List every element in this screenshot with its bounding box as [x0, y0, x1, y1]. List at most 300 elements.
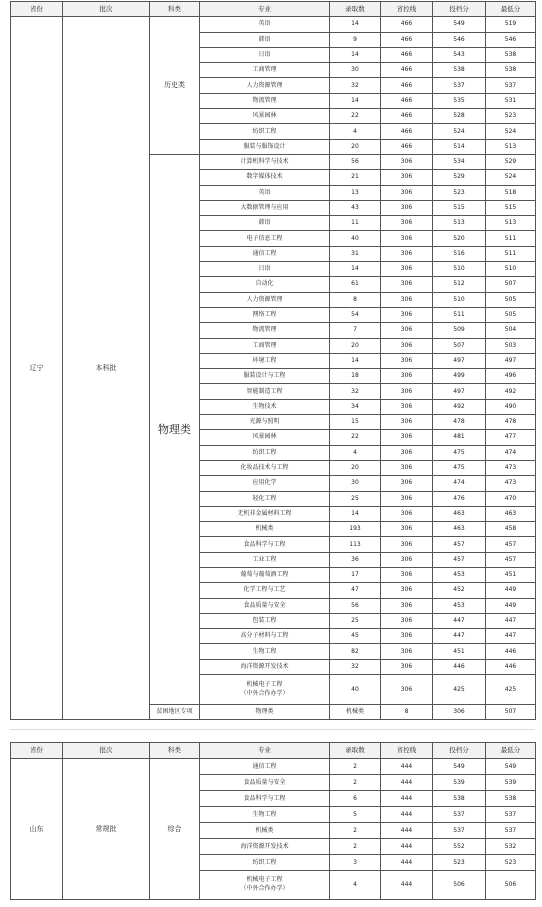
header-batch: 批次	[63, 743, 150, 759]
major-cell	[200, 871, 330, 900]
submit-cell: 475	[433, 445, 486, 460]
submit-cell: 507	[486, 705, 536, 720]
control-cell: 306	[381, 598, 433, 613]
submit-cell: 538	[433, 63, 486, 78]
major-cell: 环境工程	[200, 353, 330, 368]
control-cell: 306	[381, 415, 433, 430]
control-cell: 466	[381, 47, 433, 62]
submit-cell: 538	[433, 791, 486, 807]
submit-cell: 535	[433, 93, 486, 108]
count-cell: 7	[330, 323, 381, 338]
submit-cell: 516	[433, 246, 486, 261]
count-cell: 56	[330, 154, 381, 169]
min-cell: 447	[486, 613, 536, 628]
submit-cell: 513	[433, 216, 486, 231]
count-cell: 2	[330, 759, 381, 775]
major-cell: 韩语	[200, 216, 330, 231]
min-cell: 518	[486, 185, 536, 200]
category-cell: 物理类	[200, 705, 330, 720]
table-row	[11, 17, 536, 32]
submit-cell: 507	[433, 338, 486, 353]
admission-table-liaoning	[10, 1, 536, 720]
submit-cell: 453	[433, 598, 486, 613]
submit-cell: 478	[433, 415, 486, 430]
submit-cell: 514	[433, 139, 486, 154]
count-cell: 45	[330, 629, 381, 644]
min-cell: 519	[486, 17, 536, 32]
control-cell: 306	[381, 369, 433, 384]
major-cell: 服装设计与工程	[200, 369, 330, 384]
control-cell: 306	[381, 537, 433, 552]
min-cell: 506	[486, 871, 536, 900]
control-cell: 466	[381, 78, 433, 93]
count-cell: 20	[330, 139, 381, 154]
min-cell: 538	[486, 47, 536, 62]
submit-cell: 497	[433, 353, 486, 368]
count-cell: 14	[330, 262, 381, 277]
major-cell: 工商管理	[200, 338, 330, 353]
count-cell: 18	[330, 369, 381, 384]
major-cell: 纺织工程	[200, 445, 330, 460]
min-cell: 458	[486, 522, 536, 537]
control-cell: 306	[381, 292, 433, 307]
control-cell: 306	[381, 522, 433, 537]
major-cell: 英语	[200, 185, 330, 200]
count-cell: 4	[330, 871, 381, 900]
min-cell: 496	[486, 369, 536, 384]
major-cell: 光源与照明	[200, 415, 330, 430]
min-cell: 451	[486, 567, 536, 582]
major-cell: 通信工程	[200, 246, 330, 261]
control-cell: 306	[381, 200, 433, 215]
submit-cell: 510	[433, 292, 486, 307]
major-cell: 食品质量与安全	[200, 598, 330, 613]
count-cell: 11	[330, 216, 381, 231]
major-cell: 韩语	[200, 32, 330, 47]
submit-cell: 457	[433, 552, 486, 567]
min-cell: 539	[486, 775, 536, 791]
count-cell: 22	[330, 109, 381, 124]
control-cell: 306	[433, 705, 486, 720]
submit-cell: 463	[433, 522, 486, 537]
submit-cell: 528	[433, 109, 486, 124]
major-cell: 数字媒体技术	[200, 170, 330, 185]
major-cell: 人力资源管理	[200, 292, 330, 307]
control-cell: 306	[381, 613, 433, 628]
table-separator	[10, 729, 535, 730]
submit-cell: 512	[433, 277, 486, 292]
min-cell: 503	[486, 338, 536, 353]
major-cell: 纺织工程	[200, 855, 330, 871]
submit-cell: 537	[433, 823, 486, 839]
min-cell: 538	[486, 63, 536, 78]
min-cell: 504	[486, 323, 536, 338]
min-cell: 425	[486, 675, 536, 705]
min-cell: 523	[486, 855, 536, 871]
submit-cell: 524	[433, 124, 486, 139]
control-cell: 306	[381, 307, 433, 322]
min-cell: 537	[486, 78, 536, 93]
count-cell: 40	[330, 675, 381, 705]
min-cell: 524	[486, 124, 536, 139]
count-cell: 3	[330, 855, 381, 871]
control-cell: 306	[381, 353, 433, 368]
control-cell: 466	[381, 32, 433, 47]
major-cell: 化学工程与工艺	[200, 583, 330, 598]
count-cell: 2	[330, 775, 381, 791]
control-cell: 306	[381, 552, 433, 567]
submit-cell: 523	[433, 855, 486, 871]
header-row	[11, 2, 536, 17]
count-cell: 14	[330, 17, 381, 32]
control-cell: 306	[381, 445, 433, 460]
batch-cell: 本科批	[63, 17, 150, 720]
control-cell: 306	[381, 659, 433, 674]
submit-cell: 520	[433, 231, 486, 246]
count-cell: 21	[330, 170, 381, 185]
control-cell: 306	[381, 491, 433, 506]
submit-cell: 515	[433, 200, 486, 215]
control-cell: 306	[381, 675, 433, 705]
submit-cell: 457	[433, 537, 486, 552]
control-cell: 306	[381, 583, 433, 598]
header-category: 科类	[150, 743, 200, 759]
control-cell: 444	[381, 807, 433, 823]
header-min-score: 最低分	[486, 2, 536, 17]
min-cell: 515	[486, 200, 536, 215]
major-cell: 自动化	[200, 277, 330, 292]
count-cell: 14	[330, 47, 381, 62]
submit-cell: 425	[433, 675, 486, 705]
control-cell: 306	[381, 246, 433, 261]
min-cell: 473	[486, 476, 536, 491]
min-cell: 510	[486, 262, 536, 277]
submit-cell: 539	[433, 775, 486, 791]
batch-cell: 常规批	[63, 759, 150, 900]
major-cell: 工商管理	[200, 63, 330, 78]
count-cell: 54	[330, 307, 381, 322]
major-cell: 风景园林	[200, 430, 330, 445]
min-cell: 529	[486, 154, 536, 169]
min-cell: 531	[486, 93, 536, 108]
submit-cell: 511	[433, 307, 486, 322]
submit-cell: 506	[433, 871, 486, 900]
control-cell: 444	[381, 791, 433, 807]
major-cell: 机械类	[200, 522, 330, 537]
control-cell: 306	[381, 338, 433, 353]
major-cell: 应用化学	[200, 476, 330, 491]
min-cell: 473	[486, 460, 536, 475]
major-cell: 通信工程	[200, 759, 330, 775]
min-cell: 490	[486, 399, 536, 414]
count-cell: 5	[330, 807, 381, 823]
min-cell: 505	[486, 292, 536, 307]
major-cell: 日语	[200, 47, 330, 62]
major-note: （中外合作办学）	[240, 885, 289, 892]
major-cell: 生物工程	[200, 644, 330, 659]
min-cell: 538	[486, 791, 536, 807]
control-cell: 466	[381, 17, 433, 32]
min-cell: 513	[486, 139, 536, 154]
count-cell: 14	[330, 93, 381, 108]
control-cell: 466	[381, 93, 433, 108]
count-cell: 32	[330, 384, 381, 399]
submit-cell: 510	[433, 262, 486, 277]
min-cell: 449	[486, 598, 536, 613]
major-cell: 机械类	[200, 823, 330, 839]
min-cell: 446	[486, 659, 536, 674]
count-cell: 31	[330, 246, 381, 261]
min-cell: 447	[486, 629, 536, 644]
control-cell: 466	[381, 63, 433, 78]
major-cell: 服装与服饰设计	[200, 139, 330, 154]
count-cell: 8	[330, 292, 381, 307]
table-row	[11, 759, 536, 775]
submit-cell: 452	[433, 583, 486, 598]
control-cell: 306	[381, 185, 433, 200]
min-cell: 492	[486, 384, 536, 399]
major-cell: 食品科学与工程	[200, 791, 330, 807]
header-control-line: 省控线	[381, 743, 433, 759]
min-cell: 532	[486, 839, 536, 855]
control-cell: 466	[381, 139, 433, 154]
header-count: 录取数	[330, 743, 381, 759]
submit-cell: 497	[433, 384, 486, 399]
control-cell: 306	[381, 231, 433, 246]
header-count: 录取数	[330, 2, 381, 17]
major-cell: 生物技术	[200, 399, 330, 414]
count-cell: 25	[330, 613, 381, 628]
header-batch: 批次	[63, 2, 150, 17]
category-cell: 物理类	[150, 154, 200, 704]
min-cell: 507	[486, 277, 536, 292]
count-cell: 13	[330, 185, 381, 200]
min-cell: 549	[486, 759, 536, 775]
min-cell: 457	[486, 537, 536, 552]
min-cell: 457	[486, 552, 536, 567]
control-cell: 466	[381, 109, 433, 124]
major-cell: 智能制造工程	[200, 384, 330, 399]
control-cell: 466	[381, 124, 433, 139]
major-cell: 网络工程	[200, 307, 330, 322]
header-submit-score: 投档分	[433, 743, 486, 759]
submit-cell: 534	[433, 154, 486, 169]
header-province: 省份	[11, 743, 63, 759]
submit-cell: 451	[433, 644, 486, 659]
min-cell: 449	[486, 583, 536, 598]
submit-cell: 549	[433, 759, 486, 775]
min-cell: 497	[486, 353, 536, 368]
major-cell: 葡萄与葡萄酒工程	[200, 567, 330, 582]
min-cell: 511	[486, 246, 536, 261]
count-cell: 32	[330, 78, 381, 93]
major-cell: 食品质量与安全	[200, 775, 330, 791]
submit-cell: 475	[433, 460, 486, 475]
control-cell: 306	[381, 170, 433, 185]
count-cell: 82	[330, 644, 381, 659]
control-cell: 306	[381, 476, 433, 491]
major-cell: 无机非金属材料工程	[200, 506, 330, 521]
count-cell: 20	[330, 338, 381, 353]
min-cell: 523	[486, 109, 536, 124]
header-province: 省份	[11, 2, 63, 17]
major-cell: 人力资源管理	[200, 78, 330, 93]
major-cell: 食品科学与工程	[200, 537, 330, 552]
submit-cell: 463	[433, 506, 486, 521]
count-cell: 15	[330, 415, 381, 430]
count-cell: 113	[330, 537, 381, 552]
submit-cell: 529	[433, 170, 486, 185]
submit-cell: 447	[433, 613, 486, 628]
header-major: 专业	[200, 2, 330, 17]
major-cell: 电子信息工程	[200, 231, 330, 246]
count-cell: 4	[330, 124, 381, 139]
control-cell: 306	[381, 629, 433, 644]
count-cell: 47	[330, 583, 381, 598]
major-line: 机械电子工程	[246, 680, 283, 688]
submit-cell: 492	[433, 399, 486, 414]
submit-cell: 543	[433, 47, 486, 62]
min-cell: 537	[486, 823, 536, 839]
submit-cell: 447	[433, 629, 486, 644]
province-cell: 辽宁	[11, 17, 63, 720]
count-cell: 8	[381, 705, 433, 720]
major-cell: 日语	[200, 262, 330, 277]
submit-cell: 537	[433, 78, 486, 93]
count-cell: 30	[330, 63, 381, 78]
min-cell: 474	[486, 445, 536, 460]
control-cell: 306	[381, 277, 433, 292]
min-cell: 470	[486, 491, 536, 506]
control-cell: 306	[381, 323, 433, 338]
major-cell: 计算机科学与技术	[200, 154, 330, 169]
control-cell: 306	[381, 430, 433, 445]
control-cell: 444	[381, 759, 433, 775]
min-cell: 513	[486, 216, 536, 231]
major-cell: 物流管理	[200, 93, 330, 108]
count-cell: 30	[330, 476, 381, 491]
control-cell: 306	[381, 384, 433, 399]
count-cell: 14	[330, 506, 381, 521]
batch-cell: 贫困地区专项	[150, 705, 200, 720]
min-cell: 446	[486, 644, 536, 659]
min-cell: 463	[486, 506, 536, 521]
submit-cell: 474	[433, 476, 486, 491]
control-cell: 306	[381, 506, 433, 521]
major-cell: 化妆品技术与工程	[200, 460, 330, 475]
min-cell: 505	[486, 307, 536, 322]
control-cell: 306	[381, 154, 433, 169]
header-submit-score: 投档分	[433, 2, 486, 17]
control-cell: 306	[381, 460, 433, 475]
control-cell: 444	[381, 839, 433, 855]
min-cell: 478	[486, 415, 536, 430]
major-cell: 大数据管理与应用	[200, 200, 330, 215]
admission-table-shandong	[10, 742, 536, 900]
major-cell: 包装工程	[200, 613, 330, 628]
major-cell: 轻化工程	[200, 491, 330, 506]
control-cell: 444	[381, 855, 433, 871]
submit-cell: 523	[433, 185, 486, 200]
count-cell: 25	[330, 491, 381, 506]
count-cell: 2	[330, 823, 381, 839]
submit-cell: 552	[433, 839, 486, 855]
major-cell: 机械类	[330, 705, 381, 720]
major-line: 机械电子工程	[246, 876, 283, 884]
count-cell: 9	[330, 32, 381, 47]
count-cell: 32	[330, 659, 381, 674]
control-cell: 306	[381, 567, 433, 582]
header-control-line: 省控线	[381, 2, 433, 17]
min-cell: 537	[486, 807, 536, 823]
control-cell: 306	[381, 216, 433, 231]
count-cell: 193	[330, 522, 381, 537]
control-cell: 306	[381, 644, 433, 659]
submit-cell: 476	[433, 491, 486, 506]
category-cell: 历史类	[150, 17, 200, 155]
major-cell: 海洋资源开发技术	[200, 839, 330, 855]
submit-cell: 546	[433, 32, 486, 47]
major-cell: 海洋资源开发技术	[200, 659, 330, 674]
header-category: 科类	[150, 2, 200, 17]
submit-cell: 499	[433, 369, 486, 384]
count-cell: 6	[330, 791, 381, 807]
control-cell: 444	[381, 823, 433, 839]
count-cell: 22	[330, 430, 381, 445]
count-cell: 56	[330, 598, 381, 613]
count-cell: 61	[330, 277, 381, 292]
header-row	[11, 743, 536, 759]
major-cell: 纺织工程	[200, 124, 330, 139]
submit-cell: 537	[433, 807, 486, 823]
min-cell: 546	[486, 32, 536, 47]
control-cell: 306	[381, 399, 433, 414]
control-cell: 306	[381, 262, 433, 277]
submit-cell: 481	[433, 430, 486, 445]
min-cell: 477	[486, 430, 536, 445]
major-cell: 风景园林	[200, 109, 330, 124]
submit-cell: 446	[433, 659, 486, 674]
major-cell: 物流管理	[200, 323, 330, 338]
control-cell: 444	[381, 775, 433, 791]
major-cell: 生物工程	[200, 807, 330, 823]
major-note: （中外合作办学）	[240, 689, 289, 697]
count-cell: 40	[330, 231, 381, 246]
submit-cell: 453	[433, 567, 486, 582]
count-cell: 36	[330, 552, 381, 567]
major-cell: 工业工程	[200, 552, 330, 567]
category-cell: 综合	[150, 759, 200, 900]
header-major: 专业	[200, 743, 330, 759]
submit-cell: 549	[433, 17, 486, 32]
count-cell: 4	[330, 445, 381, 460]
control-cell: 444	[381, 871, 433, 900]
header-min-score: 最低分	[486, 743, 536, 759]
count-cell: 20	[330, 460, 381, 475]
count-cell: 43	[330, 200, 381, 215]
count-cell: 2	[330, 839, 381, 855]
count-cell: 34	[330, 399, 381, 414]
submit-cell: 509	[433, 323, 486, 338]
major-cell	[200, 675, 330, 705]
count-cell: 14	[330, 353, 381, 368]
min-cell: 511	[486, 231, 536, 246]
province-cell: 山东	[11, 759, 63, 900]
major-cell: 高分子材料与工程	[200, 629, 330, 644]
count-cell: 17	[330, 567, 381, 582]
min-cell: 524	[486, 170, 536, 185]
major-cell: 英语	[200, 17, 330, 32]
